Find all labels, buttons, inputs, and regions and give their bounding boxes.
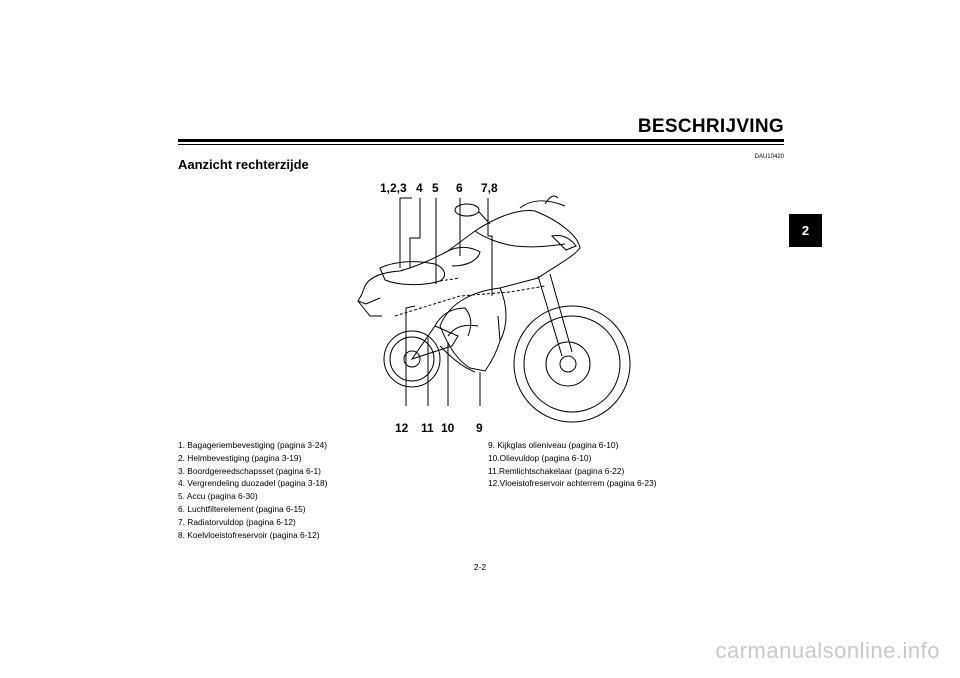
callout-4: 4	[416, 181, 423, 195]
document-code: DAU10420	[754, 154, 784, 160]
page-title: BESCHRIJVING	[637, 116, 784, 137]
legend-item: 9. Kijkglas olieniveau (pagina 6-10)	[488, 440, 619, 450]
legend-item: 10.Olievuldop (pagina 6-10)	[488, 452, 592, 463]
chapter-tab[interactable]: 2	[789, 214, 822, 247]
legend-right	[488, 439, 657, 490]
callout-9: 9	[476, 421, 483, 435]
legend-item: 5. Accu (pagina 6-30)	[178, 491, 258, 502]
header-rule-thin	[178, 144, 784, 145]
page-number: 2-2	[473, 562, 487, 572]
section-title: Aanzicht rechterzijde	[178, 157, 309, 172]
legend-left	[178, 439, 327, 541]
callout-5: 5	[432, 181, 439, 195]
legend-item: 8. Koelvloeistofreservoir (pagina 6-12)	[178, 529, 320, 540]
legend-item: 12.Vloeistofreservoir achterrem (pagina 6-23)	[488, 478, 657, 489]
legend-item: 7. Radiatorvuldop (pagina 6-12)	[178, 516, 296, 527]
callout-10: 10	[441, 421, 455, 435]
header-rule	[178, 139, 784, 142]
callout-12: 12	[395, 421, 409, 435]
legend-item: 1. Bagageriembevestiging (pagina 3-24)	[178, 440, 327, 450]
legend-item: 4. Vergrendeling duozadel (pagina 3-18)	[178, 478, 328, 489]
legend-item: 11.Remlichtschakelaar (pagina 6-22)	[488, 465, 625, 476]
callout-6: 6	[456, 181, 463, 195]
legend-item: 2. Helmbevestiging (pagina 3-19)	[178, 452, 302, 463]
callout-7-8: 7,8	[481, 181, 498, 195]
watermark: carmanualsonline.info	[715, 638, 940, 663]
legend-item: 3. Boordgereedschapsset (pagina 6-1)	[178, 465, 321, 476]
legend-item: 6. Luchtfilterelement (pagina 6-15)	[178, 503, 306, 514]
callout-1-2-3: 1,2,3	[380, 181, 407, 195]
callout-11: 11	[421, 421, 434, 435]
motorcycle-illustration	[340, 176, 640, 436]
